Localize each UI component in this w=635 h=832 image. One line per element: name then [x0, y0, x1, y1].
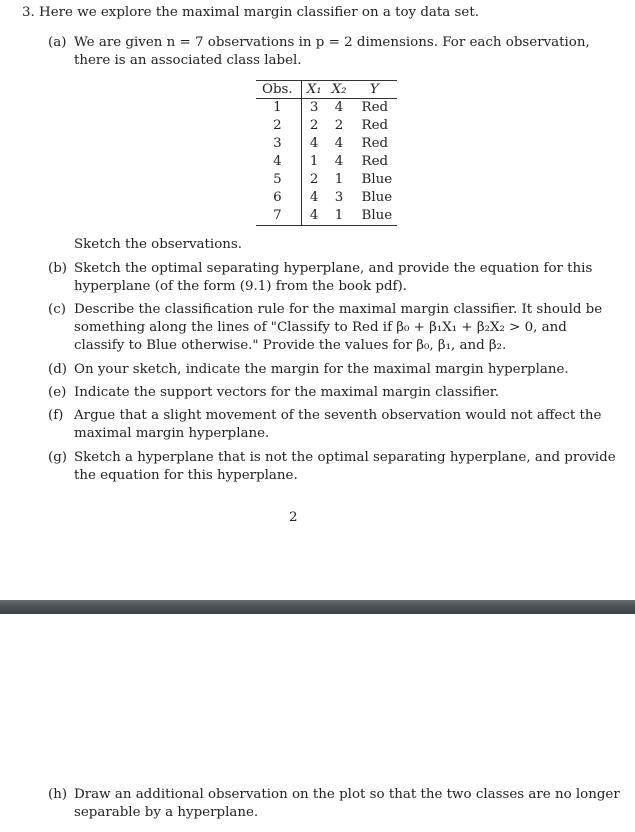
cell-obs: 7	[256, 207, 301, 226]
cell-y: Red	[361, 154, 389, 169]
cell-x2: 4	[334, 100, 344, 115]
table-row	[256, 135, 397, 153]
cell-obs: 3	[256, 135, 301, 153]
part-h-label: (h)	[48, 787, 68, 802]
cell-x1: 2	[309, 172, 319, 187]
cell-x2: 1	[327, 207, 352, 226]
part-d-line1: On your sketch, indicate the margin for the maximal margin hyperplane.	[74, 362, 569, 377]
part-a-line1: We are given n = 7 observations in p = 2 dimensions. For each observation,	[74, 35, 590, 50]
cell-y: Red	[361, 118, 389, 133]
part-b-line1: Sketch the optimal separating hyperplane, and provide the equation for this	[74, 261, 593, 276]
question-intro: Here we explore the maximal margin classifier on a toy data set.	[39, 5, 479, 20]
part-c-label: (c)	[48, 302, 66, 317]
part-h-line2: separable by a hyperplane.	[74, 805, 259, 820]
cell-y: Blue	[361, 172, 393, 187]
cell-x1: 1	[309, 154, 319, 169]
part-h-line1: Draw an additional observation on the plot so that the two classes are no longer	[74, 787, 620, 802]
cell-x1: 4	[309, 136, 319, 151]
cell-x2: 1	[334, 172, 344, 187]
part-a-label: (a)	[48, 35, 67, 50]
cell-x2: 3	[334, 190, 344, 205]
question-number: 3.	[22, 5, 35, 20]
table-row	[256, 99, 397, 118]
part-f-label: (f)	[48, 408, 64, 423]
table-row	[256, 189, 397, 207]
cell-x1: 4	[309, 190, 319, 205]
cell-x2: 4	[334, 136, 344, 151]
part-f-line2: maximal margin hyperplane.	[74, 426, 270, 441]
table-header-row	[256, 81, 397, 99]
observations-table	[256, 80, 397, 226]
part-e-label: (e)	[48, 385, 67, 400]
cell-x2: 4	[334, 154, 344, 169]
question-heading	[22, 4, 479, 22]
header-y: Y	[352, 81, 398, 99]
part-g-line1: Sketch a hyperplane that is not the optimal separating hyperplane, and provide	[74, 450, 616, 465]
cell-obs: 6	[256, 189, 301, 207]
table-row	[256, 207, 397, 226]
cell-obs: 4	[256, 153, 301, 171]
cell-obs: 2	[256, 117, 301, 135]
table-row	[256, 171, 397, 189]
part-c-line1: Describe the classification rule for the maximal margin classifier. It should be	[74, 302, 603, 317]
cell-y: Red	[361, 100, 389, 115]
part-c-line3: classify to Blue otherwise." Provide the values for β₀, β₁, and β₂.	[74, 338, 507, 353]
part-a-line2: there is an associated class label.	[74, 53, 302, 68]
cell-x1: 3	[309, 100, 319, 115]
page-number: 2	[289, 510, 298, 525]
cell-y: Red	[361, 136, 389, 151]
part-e-line1: Indicate the support vectors for the maximal margin classifier.	[74, 385, 499, 400]
cell-y: Blue	[361, 190, 393, 205]
cell-obs: 5	[256, 171, 301, 189]
table-row	[256, 153, 397, 171]
part-c-line2: something along the lines of "Classify to Red if β₀ + β₁X₁ + β₂X₂ > 0, and	[74, 320, 567, 335]
header-x2: X₂	[327, 81, 352, 99]
cell-x2: 2	[334, 118, 344, 133]
header-obs: Obs.	[256, 81, 301, 99]
table-row	[256, 117, 397, 135]
cell-x1: 2	[309, 118, 319, 133]
sketch-instruction: Sketch the observations.	[74, 237, 243, 252]
part-b-label: (b)	[48, 261, 68, 276]
document-page-2	[0, 614, 635, 832]
cell-x1: 4	[301, 207, 326, 226]
part-d-label: (d)	[48, 362, 68, 377]
header-x1: X₁	[301, 81, 326, 99]
part-b-line2: hyperplane (of the form (9.1) from the book pdf).	[74, 279, 407, 294]
part-g-line2: the equation for this hyperplane.	[74, 468, 298, 483]
part-g-label: (g)	[48, 450, 68, 465]
part-f-line1: Argue that a slight movement of the seventh observation would not affect the	[74, 408, 602, 423]
page-divider	[0, 600, 635, 614]
cell-y: Blue	[352, 207, 398, 226]
cell-obs: 1	[256, 99, 301, 118]
table-body	[256, 99, 397, 226]
